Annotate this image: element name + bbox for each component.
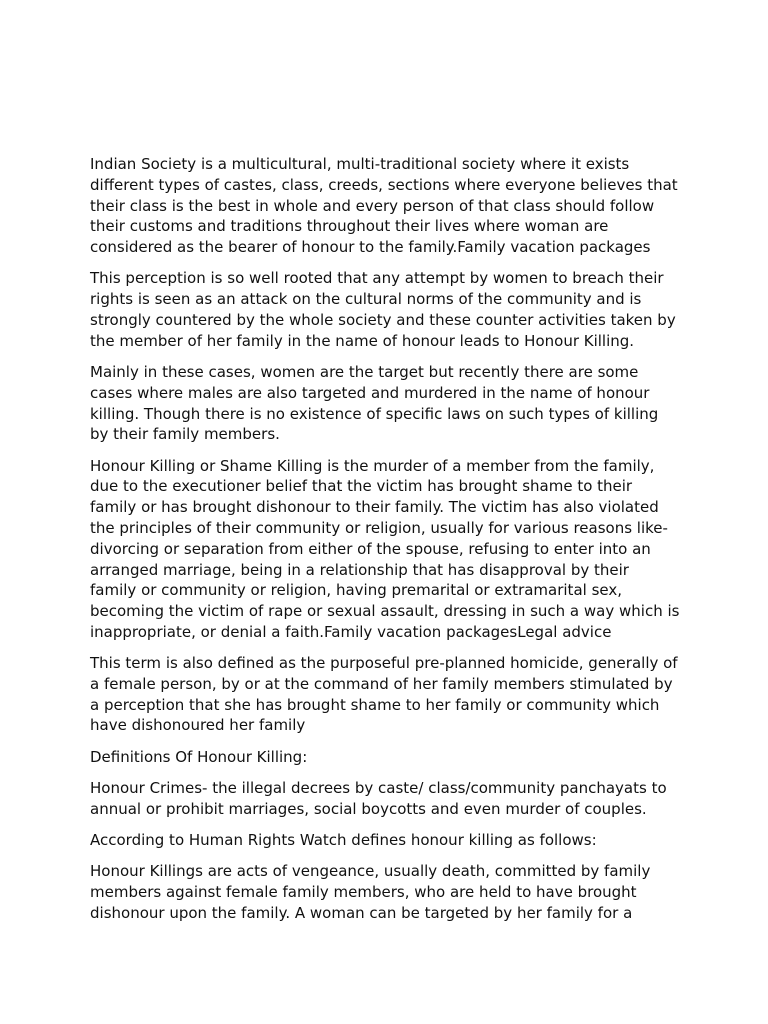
paragraph-1: Indian Society is a multicultural, multi-traditional society where it exists different types of castes, class, creeds, sections where everyone believes that their class is the best in whole and every person of that class should follow their customs and traditions throughout their lives where woman are considered as the bearer of honour to the family.Family vacation packages [90, 155, 678, 257]
paragraph-7: According to Human Rights Watch defines honour killing as follows: [90, 830, 597, 849]
document-body [90, 154, 680, 934]
paragraph-2: This perception is so well rooted that any attempt by women to breach their rights is seen as an attack on the cultural norms of the community and is strongly countered by the whole society and these counter activities taken by the member of her family in the name of honour leads to Honour Killing. [90, 269, 676, 350]
paragraph-4: Honour Killing or Shame Killing is the murder of a member from the family, due to the executioner belief that the victim has brought shame to their family or has brought dishonour to their family. The victim has also violated the principles of their community or religion, usually for various reasons like-divorcing or separation from either of the spouse, refusing to enter into an arranged marriage, being in a relationship that has disapproval by their family or community or religion, having premarital or extramarital sex, becoming the victim of rape or sexual assault, dressing in such a way which is inappropriate, or denial a faith.Family vacation packagesLegal advice [90, 456, 680, 641]
paragraph-5: This term is also defined as the purposeful pre-planned homicide, generally of a female person, by or at the command of her family members stimulated by a perception that she has brought shame to her family or community which have dishonoured her family [90, 654, 678, 735]
section-heading-definitions: Definitions Of Honour Killing: [90, 747, 308, 766]
paragraph-6: Honour Crimes- the illegal decrees by caste/ class/community panchayats to annual or prohibit marriages, social boycotts and even murder of couples. [90, 778, 667, 818]
paragraph-8: Honour Killings are acts of vengeance, usually death, committed by family members against female family members, who are held to have brought dishonour upon the family. A woman can be targeted by her family for a [90, 862, 651, 922]
paragraph-3: Mainly in these cases, women are the target but recently there are some cases where males are also targeted and murdered in the name of honour killing. Though there is no existence of specific laws on such types of killing by their family members. [90, 362, 659, 444]
